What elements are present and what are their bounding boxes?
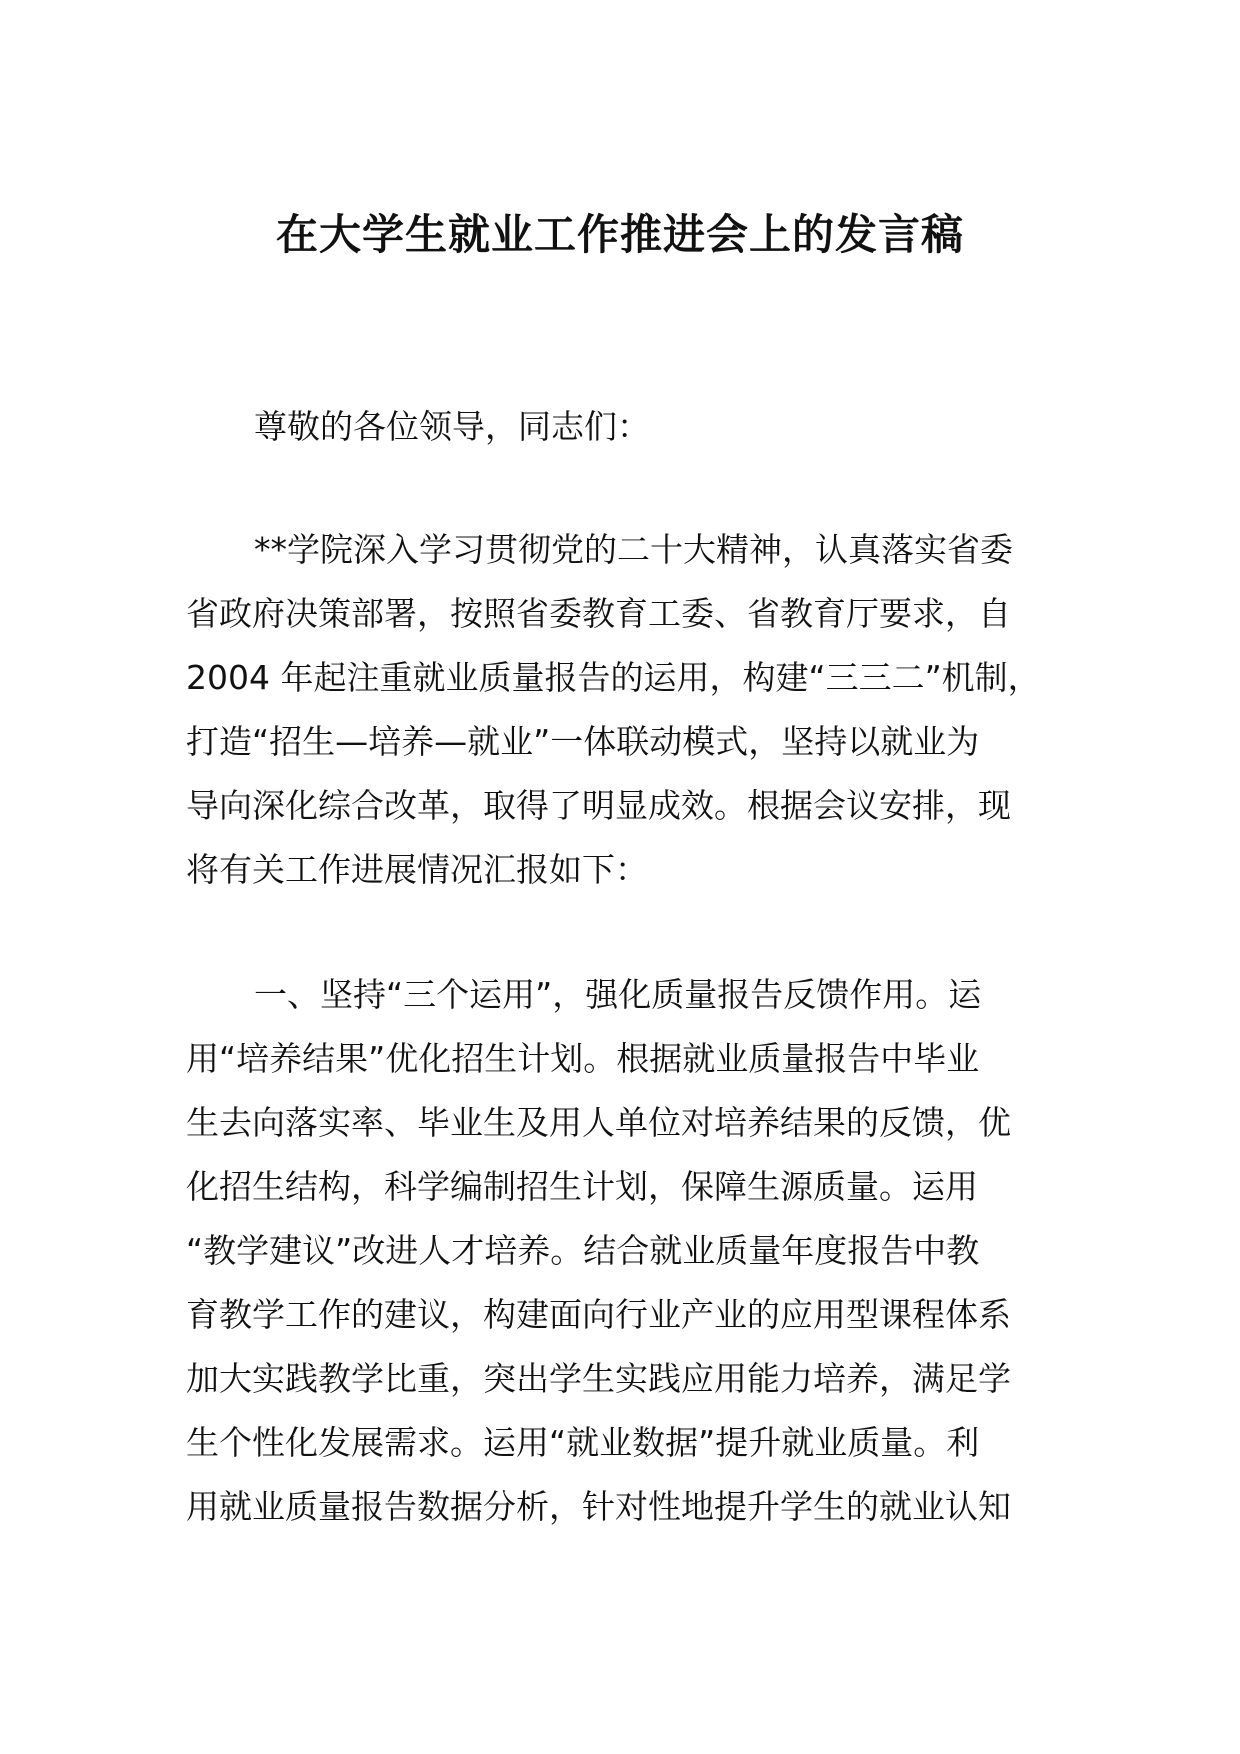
paragraph-line: “教学建议”改进人才培养。结合就业质量年度报告中教 [186,1231,980,1270]
paragraph-line: 育教学工作的建议，构建面向行业产业的应用型课程体系 [186,1295,1011,1334]
document-title: 在大学生就业工作推进会上的发言稿 [275,210,964,259]
paragraph-line: 生个性化发展需求。运用“就业数据”提升就业质量。利 [186,1423,980,1462]
paragraph-line: 将有关工作进展情况汇报如下： [186,850,648,889]
paragraph-section-one [186,963,1056,1539]
salutation: 尊敬的各位领导，同志们： [254,407,650,446]
paragraph-line: 用“培养结果”优化招生计划。根据就业质量报告中毕业 [186,1039,980,1078]
paragraph-line: 导向深化综合改革，取得了明显成效。根据会议安排，现 [186,786,1011,825]
paragraph-line: 生去向落实率、毕业生及用人单位对培养结果的反馈，优 [186,1103,1011,1142]
paragraph-intro [186,518,1056,902]
paragraph-line: 2004 年起注重就业质量报告的运用，构建“三三二”机制， [186,658,1041,697]
paragraph-line: 加大实践教学比重，突出学生实践应用能力培养，满足学 [186,1359,1011,1398]
paragraph-line: **学院深入学习贯彻党的二十大精神，认真落实省委 [254,530,1013,569]
paragraph-line: 化招生结构，科学编制招生计划，保障生源质量。运用 [186,1167,978,1206]
paragraph-line: 打造“招生—培养—就业”一体联动模式，坚持以就业为 [186,722,980,761]
paragraph-line: 用就业质量报告数据分析，针对性地提升学生的就业认知 [186,1487,1011,1526]
paragraph-line: 一、坚持“三个运用”，强化质量报告反馈作用。运 [254,975,982,1014]
paragraph-line: 省政府决策部署，按照省委教育工委、省教育厅要求，自 [186,594,1011,633]
